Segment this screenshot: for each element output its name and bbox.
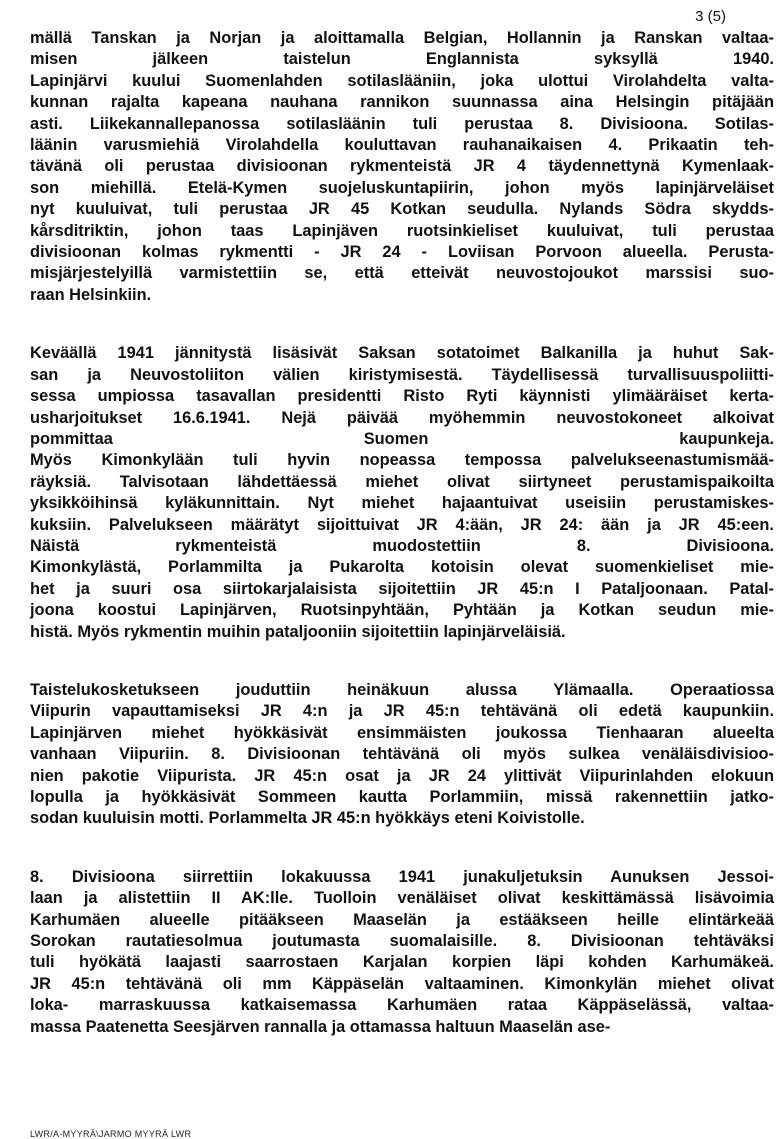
text-line: misen jälkeen taistelun Englannista syksyllä 1940. <box>30 50 774 69</box>
text-line: Taistelukosketukseen jouduttiin heinäkuun alussa Ylämaalla. Operaatiossa <box>30 680 774 699</box>
text-line: Myös Kimonkylään tuli hyvin nopeassa tempossa palvelukseenastumismää- <box>30 451 774 470</box>
text-line: Näistä rykmenteistä muodostettiin 8. Divisioona. <box>30 536 774 555</box>
paragraph-3 <box>30 680 774 830</box>
page-number: 3 (5) <box>695 8 726 25</box>
text-line: läänin varusmiehiä Virolahdella kouluttavan rauhanaikaisen 4. Prikaatin teh- <box>30 136 774 155</box>
text-line: laan ja alistettiin II AK:lle. Tuolloin venäläiset olivat keskittämässä lisävoimia <box>30 889 774 908</box>
text-line: divisioonan kolmas rykmentti - JR 24 - Loviisan Porvoon alueella. Perusta- <box>30 243 774 262</box>
paragraph-gap <box>30 306 774 343</box>
paragraph-gap <box>30 830 774 867</box>
text-line: mällä Tanskan ja Norjan ja aloittamalla Belgian, Hollannin ja Ranskan valtaa- <box>30 29 774 47</box>
text-line: Keväällä 1941 jännitystä lisäsivät Saksan sotatoimet Balkanilla ja huhut Sak- <box>30 344 774 363</box>
document-body <box>30 28 774 1038</box>
paragraph-2 <box>30 343 774 643</box>
text-line: usharjoitukset 16.6.1941. Nejä päivää myöhemmin neuvostokoneet alkoivat <box>30 408 774 427</box>
text-line: joona koostui Lapinjärven, Ruotsinpyhtään, Pyhtään ja Kotkan seudun mie- <box>30 601 774 620</box>
text-line: Kimonkylästä, Porlammilta ja Pukarolta kotoisin olevat suomenkieliset mie- <box>30 558 774 577</box>
text-line: Lapinjärven miehet hyökkäsivät ensimmäisten joukossa Tienhaaran alueelta <box>30 723 774 742</box>
text-line: räyksiä. Talvisotaan lähdettäessä miehet olivat siirtyneet perustamispaikoilta <box>30 472 774 491</box>
text-line: tävänä oli perustaa divisioonan rykmenteistä JR 4 täydennettynä Kymenlaak- <box>30 157 774 176</box>
text-line: pommittaa Suomen kaupunkeja. <box>30 429 774 448</box>
text-line: het ja suuri osa siirtokarjalaisista sijoitettiin JR 45:n I Pataljoonaan. Patal- <box>30 579 774 598</box>
text-line: Sorokan rautatiesolmua joutumasta suomalaisille. 8. Divisioonan tehtäväksi <box>30 932 774 951</box>
paragraph-1 <box>30 28 774 306</box>
text-line: Viipurin vapauttamiseksi JR 4:n ja JR 45:n tehtävänä oli edetä kaupunkiin. <box>30 702 774 721</box>
text-line: histä. Myös rykmentin muihin pataljooniin sijoitettiin lapinjärveläisiä. <box>30 622 566 641</box>
text-line: kuksiin. Palvelukseen määrätyt sijoittuivat JR 4:ään, JR 24: ään ja JR 45:een. <box>30 515 774 534</box>
text-line: sodan kuuluisin motti. Porlammelta JR 45:n hyökkäys eteni Koivistolle. <box>30 809 585 828</box>
paragraph-gap <box>30 643 774 680</box>
text-line: misjärjestelyillä varmistettiin se, että etteivät neuvostojoukot marssisi suo- <box>30 264 774 283</box>
text-line: asti. Liikekannallepanossa sotilasläänin tuli perustaa 8. Divisioona. Sotilas- <box>30 114 774 133</box>
text-line: massa Paatenetta Seesjärven rannalla ja ottamassa haltuun Maaselän ase- <box>30 1017 611 1036</box>
text-line: nien pakotie Viipurista. JR 45:n osat ja JR 24 ylittivät Viipurinlahden elokuun <box>30 766 774 785</box>
text-line: Lapinjärvi kuului Suomenlahden sotilaslääniin, joka ulottui Virolahdelta valta- <box>30 71 774 90</box>
text-line: yksikköihinsä kyläkunnittain. Nyt miehet hajaantuivat useisiin perustamiskes- <box>30 494 774 513</box>
text-line: Karhumäen alueelle pitääkseen Maaselän ja estääkseen heille elintärkeää <box>30 910 774 929</box>
paragraph-4 <box>30 867 774 1038</box>
footer-text: LWR/A-MYYRÄ\JARMO MYYRÄ LWR <box>30 1129 192 1139</box>
text-line: sessa umpiossa tasavallan presidentti Risto Ryti käynnisti ylimääräiset kerta- <box>30 387 774 406</box>
text-line: lopulla ja hyökkäsivät Sommeen kautta Porlammiin, missä rakennettiin jatko- <box>30 788 774 806</box>
text-line: loka- marraskuussa katkaisemassa Karhumäen rataa Käppäselässä, valtaa- <box>30 996 774 1015</box>
text-line: raan Helsinkiin. <box>30 285 152 304</box>
text-line: JR 45:n tehtävänä oli mm Käppäselän valtaaminen. Kimonkylän miehet olivat <box>30 974 774 993</box>
text-line: vanhaan Viipuriin. 8. Divisioonan tehtävänä oli myös sulkea venäläisdivisioo- <box>30 745 774 764</box>
text-line: kunnan rajalta kapeana nauhana rannikon suunnassa aina Helsingin pitäjään <box>30 93 774 112</box>
text-line: nyt kuuluivat, tuli perustaa JR 45 Kotkan seudulla. Nylands Södra skydds- <box>30 200 774 219</box>
text-line: son miehillä. Etelä-Kymen suojeluskuntapiirin, johon myös lapinjärveläiset <box>30 178 774 197</box>
text-line: tuli hyökätä laajasti saarrostaen Karjalan korpien läpi kohden Karhumäkeä. <box>30 953 774 972</box>
text-line: san ja Neuvostoliiton välien kiristymisestä. Täydellisessä turvallisuuspoliitti- <box>30 365 774 384</box>
text-line: 8. Divisioona siirrettiin lokakuussa 1941 junakuljetuksin Aunuksen Jessoi- <box>30 867 774 886</box>
text-line: kårsditriktin, johon taas Lapinjäven ruotsinkieliset kuuluivat, tuli perustaa <box>30 221 774 240</box>
